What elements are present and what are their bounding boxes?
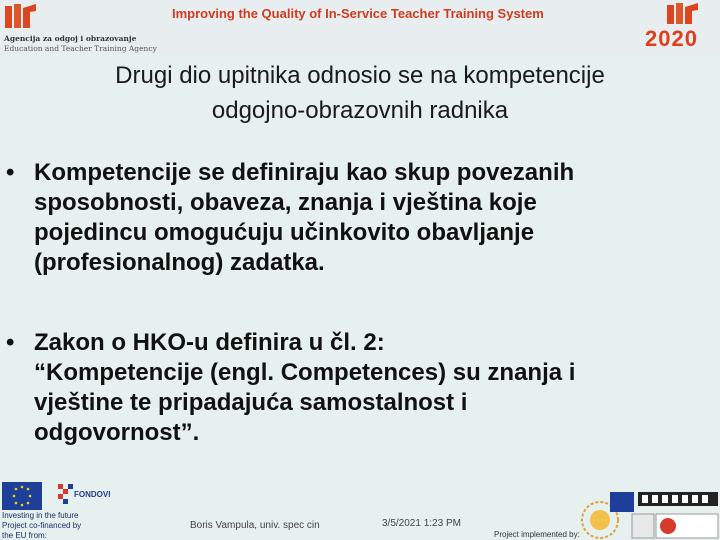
eu-flag-icon	[2, 482, 42, 510]
slide-title-line-1: Drugi dio upitnika odnosio se na kompetencije	[115, 62, 605, 89]
bullet-line: odgovornost”.	[34, 419, 200, 446]
header-title: Improving the Quality of In-Service Teacher Training System	[172, 6, 544, 21]
bullet-line: sposobnosti, obaveza, znanja i vještina koje	[34, 189, 537, 216]
implemented-by-label: Project implemented by:	[494, 530, 580, 539]
bullet-line: (profesionalnog) zadatka.	[34, 249, 325, 276]
fondovi-label: FONDOVI	[74, 490, 111, 499]
cofinanced-text: Project co-financed by	[2, 521, 82, 530]
eu-funding-block	[0, 480, 130, 540]
bullet-marker: •	[6, 329, 15, 356]
bullet-line: pojedincu omogućuju učinkovito obavljanje	[34, 219, 535, 246]
project-logo-year: 2020	[645, 26, 698, 51]
agency-logo	[2, 2, 157, 54]
investing-text: Investing in the future	[2, 511, 79, 520]
eu-text: the EU from:	[2, 531, 47, 540]
agency-name-hr: Agencija za odgoj i obrazovanje	[4, 34, 137, 43]
bullet-marker: •	[6, 159, 15, 186]
bullet-line: vještine te pripadajuća samostalnost i	[34, 389, 468, 416]
footer-date: 3/5/2021 1:23 PM	[382, 518, 461, 529]
slide-title	[40, 58, 680, 128]
slide-title-line-2: odgojno-obrazovnih radnika	[211, 97, 509, 124]
project-logo-icon	[666, 2, 700, 26]
agency-logo-icon	[4, 2, 38, 32]
partner-logos-icon	[580, 486, 720, 540]
bullet-line: Zakon o HKO-u definira u čl. 2:	[34, 329, 385, 356]
footer-author: Boris Vampula, univ. spec cin	[190, 520, 320, 531]
bullet-line: Kompetencije se definiraju kao skup povezanih	[34, 159, 575, 186]
bullet-line: “Kompetencije (engl. Competences) su znanja i	[34, 359, 576, 386]
agency-name-en: Education and Teacher Training Agency	[4, 44, 157, 53]
bullet-text	[34, 158, 674, 278]
bullet-text	[34, 328, 674, 448]
